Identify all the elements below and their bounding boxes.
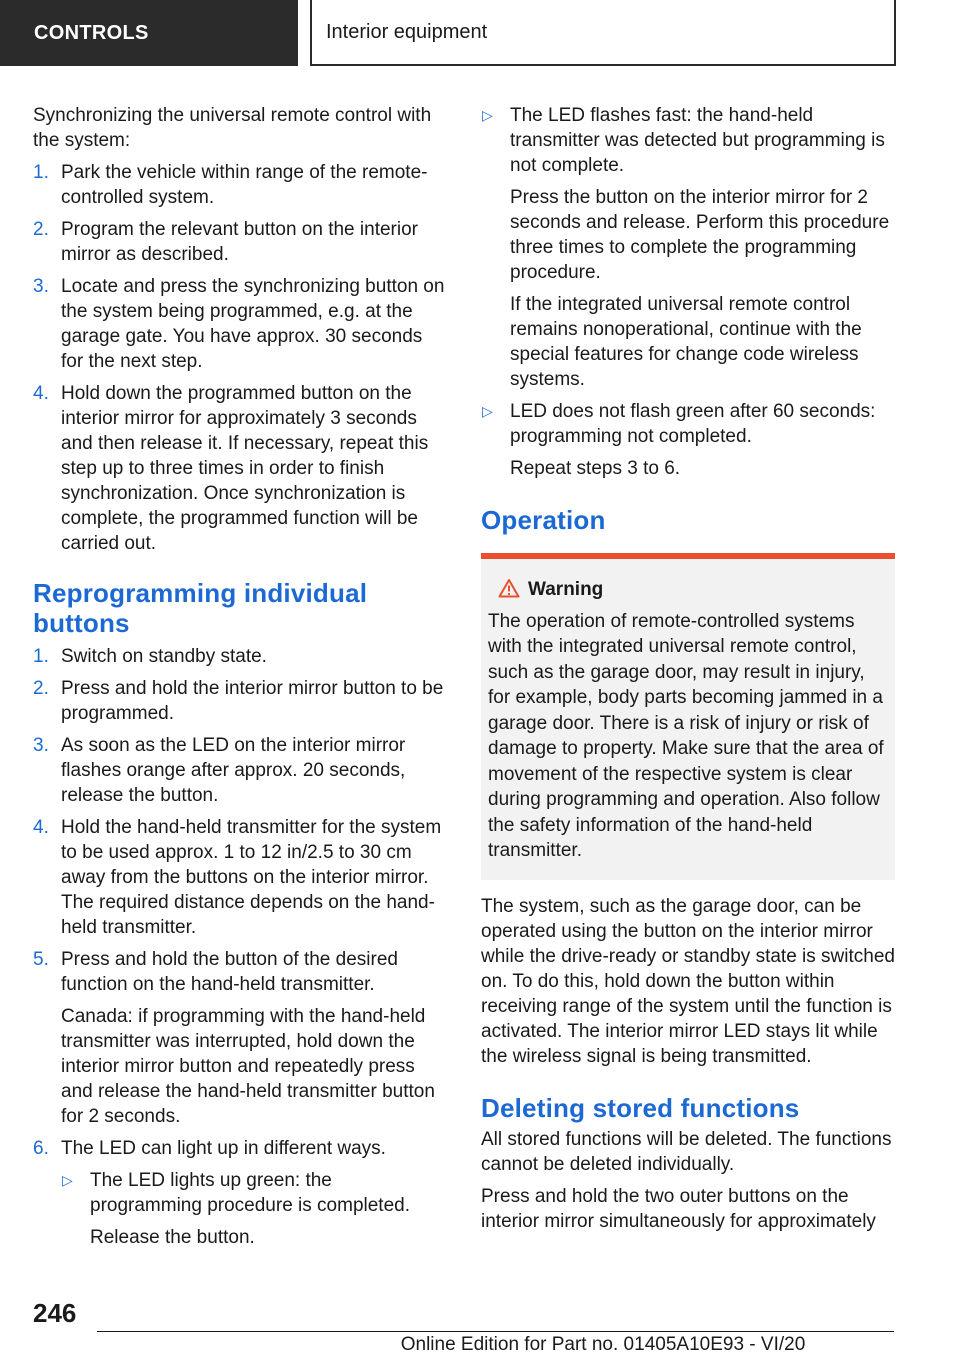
step-text: The LED can light up in different ways.	[61, 1138, 386, 1159]
list-item	[33, 815, 448, 940]
list-item	[33, 160, 448, 210]
step-text: Hold the hand-held transmitter for the system to be used approx. 1 to 12 in/2.5 to 30 cm away from the buttons on the interior mirror. The required distance depends on the hand-held transmitter.	[61, 817, 442, 938]
warning-title-text: Warning	[528, 579, 604, 600]
step-text: Press and hold the button of the desired function on the hand-held transmitter.	[61, 949, 398, 995]
sync-intro: Synchronizing the universal remote control with the system:	[33, 105, 432, 151]
step-text: As soon as the LED on the interior mirror flashes orange after approx. 20 seconds, release the button.	[61, 735, 406, 806]
bullet-text: LED does not flash green after 60 seconds: programming not completed.	[510, 401, 876, 447]
step-number: 3.	[33, 276, 49, 297]
left-column	[33, 103, 448, 1257]
triangle-right-icon: ▷	[482, 403, 493, 419]
step-text: Press and hold the interior mirror button to be programmed.	[61, 678, 444, 724]
sync-steps-list	[33, 160, 448, 556]
triangle-right-icon: ▷	[62, 1172, 73, 1188]
list-item	[33, 217, 448, 267]
list-item	[33, 1136, 448, 1250]
step-text: Locate and press the synchronizing button on the system being programmed, e.g. at the garage gate. You have approx. 30 seconds for the next step.	[61, 276, 445, 372]
triangle-right-icon: ▷	[482, 107, 493, 123]
bullet-text: The LED flashes fast: the hand-held transmitter was detected but programming is not complete.	[510, 105, 885, 176]
bullet-text: The LED lights up green: the programming procedure is completed.	[90, 1170, 410, 1216]
bullet-note: If the integrated universal remote control remains nonoperational, continue with the special features for change code wireless systems.	[510, 294, 862, 390]
footer-edition: Online Edition for Part no. 01405A10E93 - VI/20	[400, 1334, 806, 1355]
page-number: 246	[33, 1298, 77, 1328]
page-header	[0, 0, 960, 66]
warning-title	[488, 577, 888, 603]
bullet-note: Repeat steps 3 to 6.	[510, 458, 681, 479]
step-text: Switch on standby state.	[61, 646, 267, 667]
right-column	[481, 103, 895, 1241]
deleting-heading: Deleting stored functions	[481, 1092, 800, 1123]
step-number: 1.	[33, 646, 49, 667]
step-number: 6.	[33, 1138, 49, 1159]
step-text: Park the vehicle within range of the remote-controlled system.	[61, 162, 428, 208]
step-number: 2.	[33, 219, 49, 240]
section-title: CONTROLS	[0, 0, 298, 66]
list-item	[33, 947, 448, 1129]
step-note: Canada: if programming with the hand-held transmitter was interrupted, hold down the interior mirror button and repeatedly press and release the hand-held transmitter button for 2 seconds.	[61, 1006, 435, 1127]
step-number: 1.	[33, 162, 49, 183]
warning-triangle-icon	[498, 578, 520, 598]
step-number: 4.	[33, 817, 49, 838]
warning-box	[481, 553, 895, 880]
bullet-item	[481, 103, 895, 392]
list-item	[33, 676, 448, 726]
list-item	[33, 733, 448, 808]
operation-heading: Operation	[481, 505, 606, 535]
reprogramming-steps-list	[33, 644, 448, 1250]
bullet-note: Press the button on the interior mirror for 2 seconds and release. Perform this procedure three times to complete the programming procedure.	[510, 187, 890, 283]
bullet-item	[481, 399, 895, 481]
footer-divider	[97, 1331, 894, 1332]
list-item	[33, 644, 448, 669]
step-text: Program the relevant button on the interior mirror as described.	[61, 219, 418, 265]
operation-text: The system, such as the garage door, can be operated using the button on the interior mirror while the drive-ready or standby state is switched on. To do this, hold down the button within receiving range of the system until the function is activated. The interior mirror LED stays lit while the wireless signal is being transmitted.	[481, 895, 895, 1067]
delete-text-2: Press and hold the two outer buttons on the interior mirror simultaneously for approximately	[481, 1185, 876, 1232]
list-item	[33, 274, 448, 374]
chapter-title: Interior equipment	[310, 0, 896, 66]
step-number: 3.	[33, 735, 49, 756]
step-number: 2.	[33, 678, 49, 699]
step-number: 5.	[33, 949, 49, 970]
list-item	[33, 381, 448, 556]
bullet-note: Release the button.	[90, 1227, 255, 1248]
delete-text-1: All stored functions will be deleted. The functions cannot be deleted individually.	[481, 1128, 892, 1175]
step-text: Hold down the programmed button on the interior mirror for approximately 3 seconds and then release it. If necessary, repeat this step up to three times in order to finish synchronization. Once synchronization is complete, the programmed function will be carried out.	[61, 383, 429, 554]
reprogramming-heading: Reprogramming individual buttons	[33, 578, 368, 638]
warning-text: The operation of remote-controlled systems with the integrated universal remote control, such as the garage door, may result in injury, for example, body parts becoming jammed in a garage door. There is a risk of injury or risk of damage to property. Make sure that the area of movement of the respective system is clear during programming and operation. Also follow the safety information of the hand-held transmitter.	[488, 610, 884, 861]
bullet-item	[61, 1168, 448, 1250]
step-number: 4.	[33, 383, 49, 404]
